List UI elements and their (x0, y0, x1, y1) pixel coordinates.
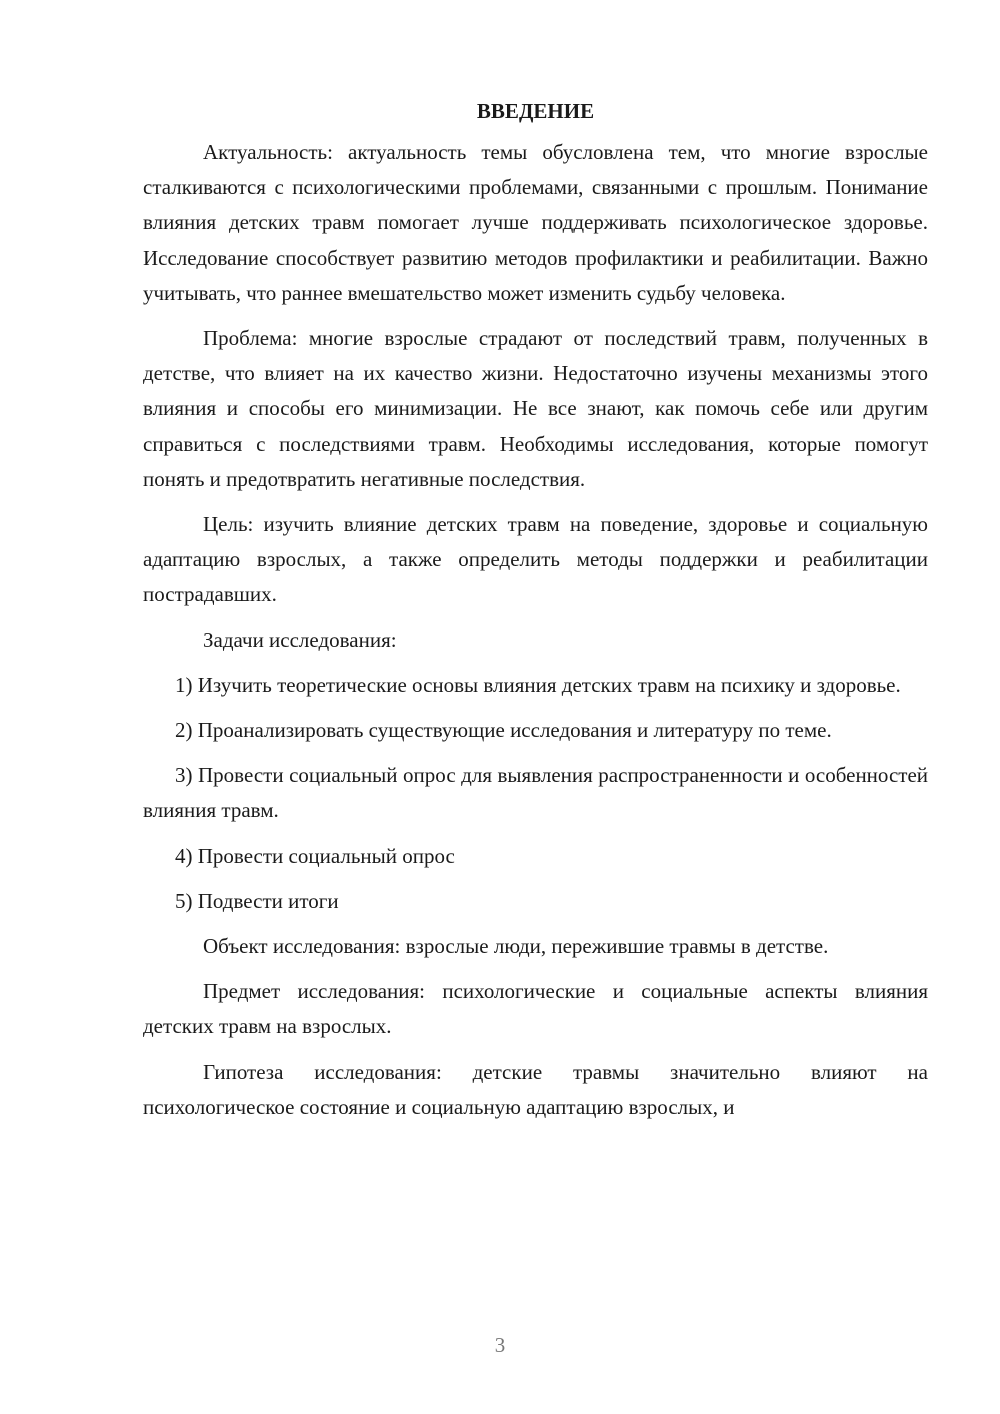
paragraph-problem: Проблема: многие взрослые страдают от последствий травм, полученных в детстве, что влияет на их качество жизни. Недостаточно изучены механизмы этого влияния и способы его минимизации. Не все знают, как помочь себе или другим справиться с последствиями травм. Необходимы исследования, которые помогут понять и предотвратить негативные последствия. (143, 326, 928, 491)
page-content (143, 94, 928, 1125)
task-item-4: 4) Провести социальный опрос (175, 843, 455, 868)
task-item-1: 1) Изучить теоретические основы влияния детских травм на психику и здоровье. (175, 672, 901, 697)
task-item-2: 2) Проанализировать существующие исследования и литературу по теме. (175, 718, 832, 743)
paragraph-tasks-heading: Задачи исследования: (203, 627, 397, 652)
page-title: ВВЕДЕНИЕ (476, 99, 595, 123)
paragraph-subject: Предмет исследования: психологические и социальные аспекты влияния детских травм на взрослых. (143, 979, 928, 1039)
paragraph-object: Объект исследования: взрослые люди, пережившие травмы в детстве. (203, 934, 829, 959)
paragraph-hypothesis: Гипотеза исследования: детские травмы значительно влияют на психологическое состояние и социальную адаптацию взрослых, и (143, 1059, 928, 1119)
paragraph-goal: Цель: изучить влияние детских травм на поведение, здоровье и социальную адаптацию взрослых, а также определить методы поддержки и реабилитации пострадавших. (143, 512, 928, 607)
paragraph-relevance: Актуальность: актуальность темы обусловлена тем, что многие взрослые сталкиваются с психологическими проблемами, связанными с прошлым. Понимание влияния детских травм помогает лучше поддерживать психологическое здоровье. Исследование способствует развитию методов профилактики и реабилитации. Важно учитывать, что раннее вмешательство может изменить судьбу человека. (143, 140, 928, 305)
task-item-5: 5) Подвести итоги (175, 888, 339, 913)
task-item-3: 3) Провести социальный опрос для выявления распространенности и особенностей влияния травм. (143, 763, 928, 823)
page-number: 3 (494, 1333, 506, 1357)
